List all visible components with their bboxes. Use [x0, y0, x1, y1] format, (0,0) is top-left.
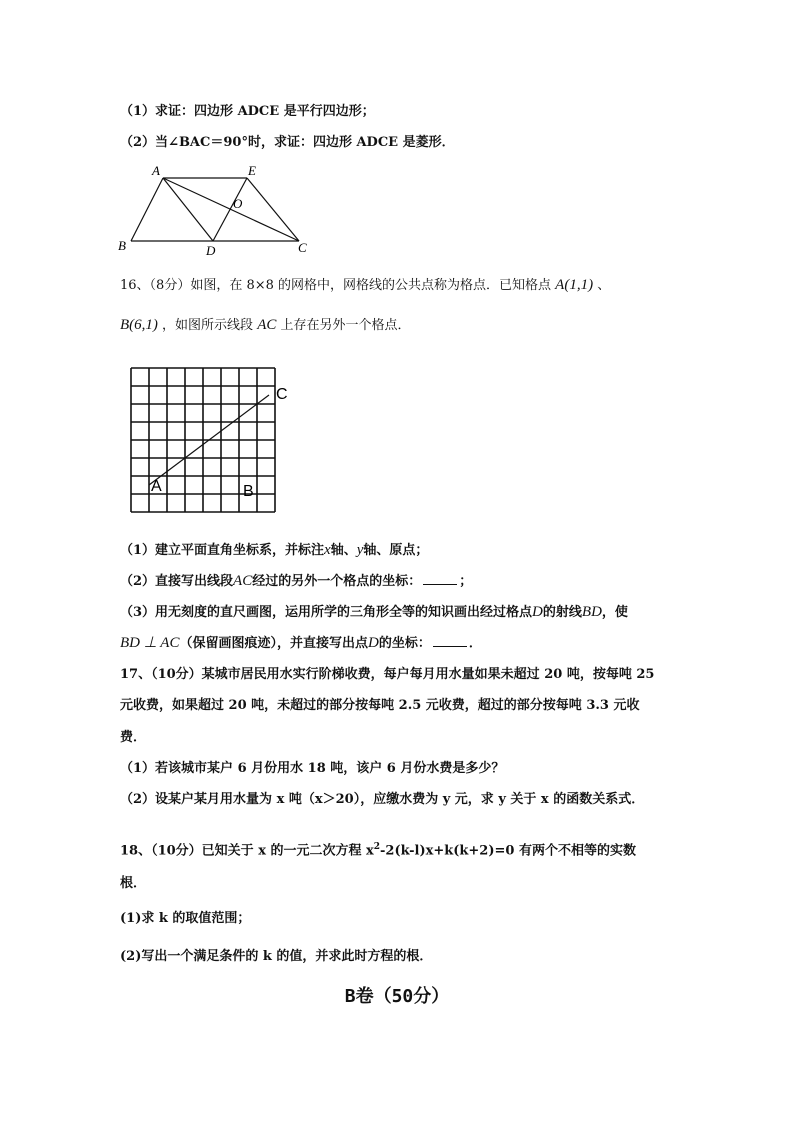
q18-part1: (1)求 k 的取值范围； — [120, 911, 251, 926]
q16-part3-line2-D: D — [367, 635, 379, 651]
q15-part2: （2）当∠BAC＝90°时，求证：四边形 ADCE 是菱形． — [120, 135, 455, 150]
q18-part2: (2)写出一个满足条件的 k 的值，并求此时方程的根． — [120, 949, 433, 964]
q16-part3-line2-mid: （保留画图痕迹），并直接写出点 — [179, 636, 368, 651]
parallelogram-figure — [115, 160, 335, 260]
q16-stem-line2-end: 上存在另外一个格点． — [280, 318, 411, 333]
label-A: A — [152, 163, 160, 178]
q16-part2-seg: AC — [233, 573, 253, 589]
label-O: O — [233, 196, 243, 211]
q16-part2-tail: ； — [459, 574, 473, 589]
y-axis-label: y — [356, 542, 364, 558]
q17-line3: 费． — [120, 730, 147, 745]
q16-point-B: B(6,1) — [120, 317, 158, 333]
answer-blank[interactable] — [423, 572, 457, 585]
q16-stem-line2-text: ，如图所示线段 — [162, 318, 254, 333]
q16-stem-line1 — [120, 276, 610, 295]
label-D: D — [206, 243, 216, 258]
q16-part1-pre: （1）建立平面直角坐标系，并标注 — [120, 543, 325, 558]
label-C: C — [298, 240, 307, 255]
label-E: E — [248, 163, 256, 178]
q16-part2-pre: （2）直接写出线段 — [120, 574, 234, 589]
q16-perp-condition: BD ⊥ AC — [120, 635, 180, 651]
q16-part3-pre: （3）用无刻度的直尺画图，运用所学的三角形全等的知识画出经过格点 — [120, 605, 533, 620]
grid-label-C: C — [276, 386, 288, 403]
q16-stem-line2 — [120, 316, 411, 335]
grid-figure — [125, 365, 305, 525]
q17-part1: （1）若该城市某户 6 月份用水 18 吨，该户 6 月份水费是多少？ — [120, 761, 505, 776]
q16-stem-prefix: 16、（8分）如图，在 8×8 的网格中，网格线的公共点称为格点．已知格点 — [120, 278, 552, 293]
q16-part3-line2-end: 的坐标： — [378, 636, 431, 651]
q16-part1-end: 轴、原点； — [363, 543, 429, 558]
section-b-title: B卷（50分） — [344, 986, 450, 1007]
q16-part3-line2-tail: ． — [468, 636, 482, 651]
q18-exponent: 2 — [373, 842, 381, 852]
q18-line1-pre: 18、（10分）已知关于 x 的一元二次方程 x — [120, 843, 374, 859]
q16-point-A: A(1,1) — [555, 277, 594, 293]
grid-label-B: B — [243, 483, 254, 500]
q18-line2: 根． — [120, 876, 147, 891]
q16-part2 — [120, 572, 472, 591]
q16-part1 — [120, 541, 428, 560]
q16-part3-D: D — [532, 604, 543, 620]
q16-part1-mid: 轴、 — [330, 543, 357, 558]
q15-part1: （1）求证：四边形 ADCE 是平行四边形； — [120, 104, 375, 119]
q18-line1-post: -2(k-l)x+k(k+2)=0 有两个不相等的实数 — [380, 843, 636, 859]
q16-part3-BD: BD — [581, 604, 602, 620]
q16-stem-suffix: 、 — [597, 278, 611, 293]
x-axis-label: x — [324, 542, 331, 558]
q16-part3-mid: 的射线 — [542, 605, 582, 620]
q17-line2: 元收费，如果超过 20 吨，未超过的部分按每吨 2.5 元收费，超过的部分按每吨 3.3 元收 — [120, 698, 640, 713]
answer-blank[interactable] — [433, 634, 467, 647]
q17-part2: （2）设某户某月用水量为 x 吨（x＞20），应缴水费为 y 元，求 y 关于 x 的函数关系式． — [120, 792, 645, 807]
q16-part3-line1 — [120, 603, 628, 622]
label-B: B — [118, 238, 126, 253]
grid-label-A: A — [151, 478, 162, 495]
q16-part3-line2 — [120, 634, 482, 653]
q16-seg-AC: AC — [257, 317, 277, 333]
q18-line1 — [120, 838, 636, 860]
q16-part2-end: 经过的另外一个格点的坐标： — [252, 574, 422, 589]
q17-line1: 17、（10分）某城市居民用水实行阶梯收费，每户每月用水量如果未超过 20 吨，按每吨 25 — [120, 667, 655, 682]
q16-part3-end: ，使 — [601, 605, 628, 620]
